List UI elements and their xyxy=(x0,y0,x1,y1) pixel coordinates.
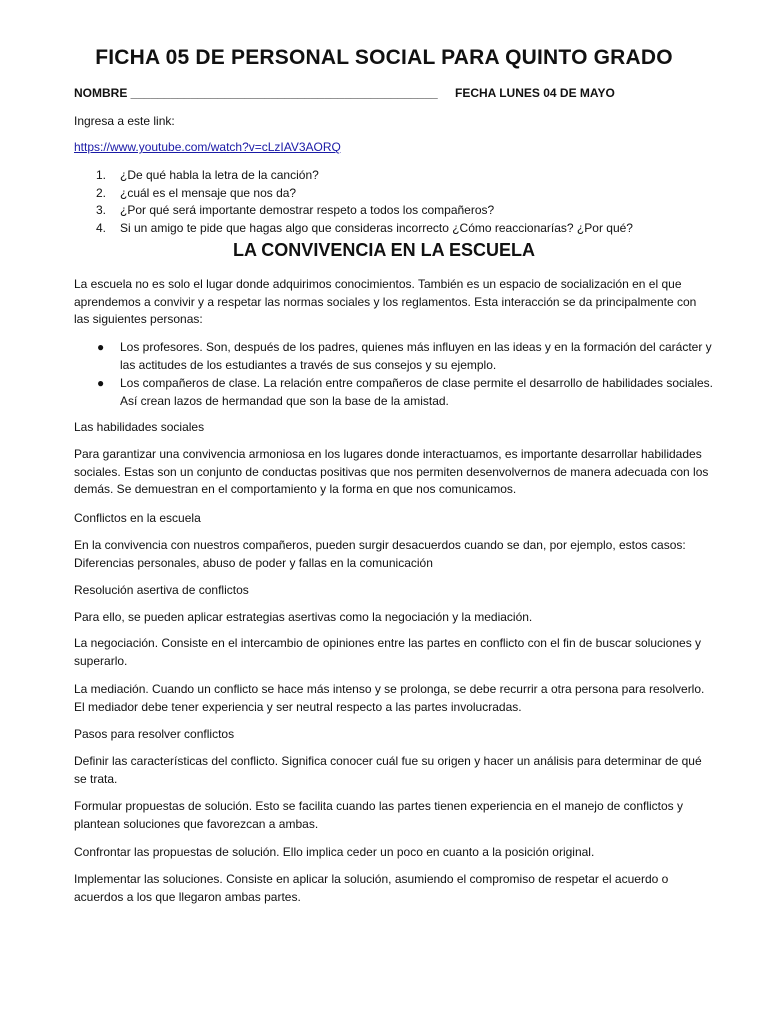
question-number: 4. xyxy=(96,220,107,235)
fecha-label: FECHA LUNES 04 DE MAYO xyxy=(455,86,615,100)
bullet-icon: ● xyxy=(97,340,105,354)
bullet-text: Los compañeros de clase. La relación entre compañeros de clase permite el desarrollo de habilidades sociales. Así crean lazos de hermandad que son la base de la amistad. xyxy=(120,376,714,408)
paragraph-mediacion: La mediación. Cuando un conflicto se hace más intenso y se prolonga, se debe recurrir a otra persona para resolverlo. El mediador debe tener experiencia y ser neutral respecto a las partes involucradas. xyxy=(74,682,705,714)
heading-resolucion: Resolución asertiva de conflictos xyxy=(74,583,249,597)
section-title: LA CONVIVENCIA EN LA ESCUELA xyxy=(232,240,536,260)
list-item xyxy=(74,375,714,410)
question-text: ¿cuál es el mensaje que nos da? xyxy=(120,185,297,200)
question-list xyxy=(74,167,714,237)
bullet-icon: ● xyxy=(97,376,105,390)
name-date-row xyxy=(74,86,710,100)
list-item xyxy=(74,185,714,203)
paragraph-formular: Formular propuestas de solución. Esto se facilita cuando las partes tienen experiencia en el manejo de conflictos y plantean soluciones que favorezcan a ambas. xyxy=(74,799,684,831)
question-number: 3. xyxy=(96,203,107,217)
question-text: ¿Por qué será importante demostrar respeto a todos los compañeros? xyxy=(120,203,495,217)
bullet-text: Los profesores. Son, después de los padres, quienes más influyen en las ideas y en la formación del carácter y las actitudes de los estudiantes a través de sus consejos y su ejemplo. xyxy=(120,340,712,372)
paragraph-confrontar: Confrontar las propuestas de solución. Ello implica ceder un poco en cuanto a la posición original. xyxy=(74,845,595,859)
question-text: ¿De qué habla la letra de la canción? xyxy=(120,168,319,182)
paragraph-negociacion: La negociación. Consiste en el intercambio de opiniones entre las partes en conflicto con el fin de buscar soluciones y superarlo. xyxy=(74,636,702,668)
paragraph-implementar: Implementar las soluciones. Consiste en aplicar la solución, asumiendo el compromiso de respetar el acuerdo o acuerdos a los que llegaron ambas partes. xyxy=(74,872,669,904)
question-number: 1. xyxy=(96,168,107,182)
paragraph-resolucion: Para ello, se pueden aplicar estrategias asertivas como la negociación y la mediación. xyxy=(74,610,533,624)
paragraph-habilidades: Para garantizar una convivencia armoniosa en los lugares donde interactuamos, es importante desarrollar habilidades sociales. Estas son un conjunto de conductas positivas que nos permiten desenvolvernos de manera adecuada con los demás. Se demuestran en el comportamiento y la forma en que nos comunicamos. xyxy=(74,447,709,496)
list-item xyxy=(74,167,714,185)
heading-pasos: Pasos para resolver conflictos xyxy=(74,727,235,741)
ingresa-label: Ingresa a este link: xyxy=(74,114,175,128)
intro-paragraph: La escuela no es solo el lugar donde adquirimos conocimientos. También es un espacio de socialización en el que aprendemos a convivir y a respetar las normas sociales y los reglamentos. Esta interacción se da principalmente con las siguientes personas: xyxy=(74,277,697,326)
list-item xyxy=(74,339,714,374)
link-row xyxy=(74,139,710,157)
page-title: FICHA 05 DE PERSONAL SOCIAL PARA QUINTO GRADO xyxy=(95,46,673,69)
nombre-field: NOMBRE ______________________________________________ xyxy=(74,86,438,100)
question-number: 2. xyxy=(96,185,107,200)
paragraph-conflictos: En la convivencia con nuestros compañeros, pueden surgir desacuerdos cuando se dan, por ejemplo, estos casos: Diferencias personales, abuso de poder y fallas en la comunicación xyxy=(74,538,686,570)
bullet-list xyxy=(74,339,714,411)
question-text: Si un amigo te pide que hagas algo que consideras incorrecto ¿Cómo reaccionarías? ¿Por qué? xyxy=(120,220,633,235)
heading-conflictos: Conflictos en la escuela xyxy=(74,511,201,525)
list-item xyxy=(74,202,714,220)
list-item xyxy=(74,220,714,238)
paragraph-definir: Definir las características del conflicto. Significa conocer cuál fue su origen y hacer un análisis para determinar de qué se trata. xyxy=(74,754,702,786)
heading-habilidades: Las habilidades sociales xyxy=(74,420,205,434)
youtube-link[interactable]: https://www.youtube.com/watch?v=cLzIAV3AORQ xyxy=(74,140,341,154)
